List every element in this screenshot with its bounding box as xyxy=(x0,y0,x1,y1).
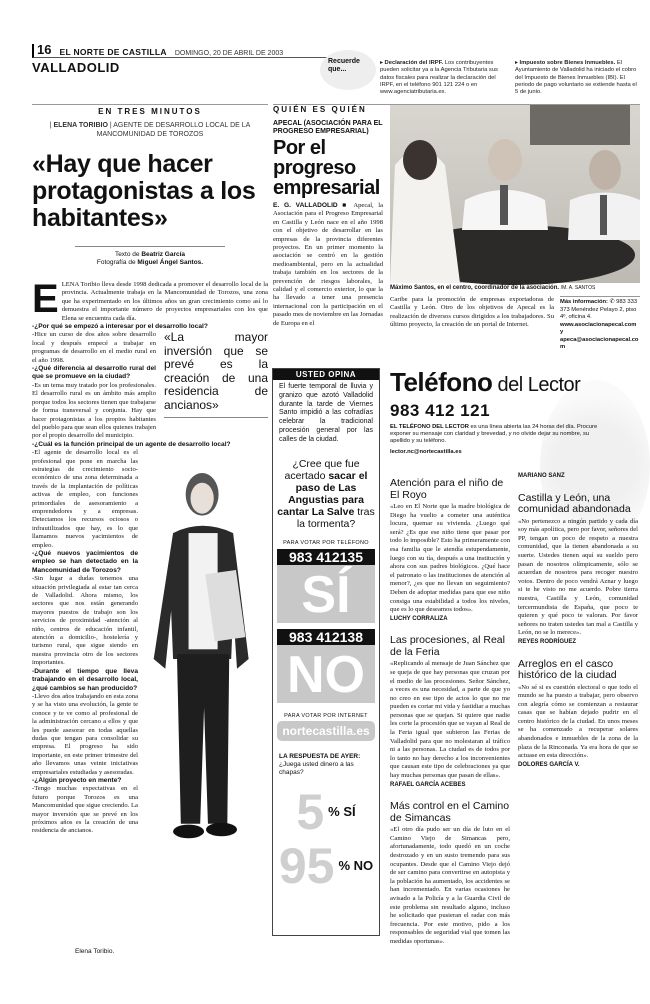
phone-vote-label: PARA VOTAR POR TELÉFONO xyxy=(283,539,369,546)
more-info-address: Menéndez Pelayo 2, piso 4º, oficina 4. xyxy=(560,306,637,320)
letter-title: Atención para el niño de El Royo xyxy=(390,477,504,501)
page-header xyxy=(32,44,352,58)
question: -¿Qué nuevos yacimientos de empleo se han detectado en la Mancomunidad de Torozos? xyxy=(32,550,138,574)
more-info-phone: 983 333 373 xyxy=(560,299,638,313)
more-info-web[interactable]: www.asociacionapecal.com y xyxy=(560,321,637,335)
title-rest: del Lector xyxy=(492,374,581,396)
intro-paragraph: LENA Toribio lleva desde 1998 dedicada a promover el desarrollo local de la provincia. Actualmente trabaja en la Mancomunidad de Torozos, una zona que ha experimentado en los últimos años un gran crecimiento como así lo demuestra el importante número de proyectos empresariales con los que Elena se encuentra cada día. xyxy=(61,281,268,322)
result-value: 95 xyxy=(278,837,335,894)
result-no xyxy=(273,839,379,893)
profile-kicker: QUIÉN ES QUIÉN xyxy=(273,105,367,114)
letter-author: RAFAEL GARCÍA ACEBES xyxy=(390,781,466,788)
profile-text-col xyxy=(390,296,554,330)
reminder-bubble: Recuerde que... xyxy=(320,50,376,90)
answer: -El agente de desarrollo local es el profesional que pone en marcha las estrategias de crecimiento socio-económico de una zona determinada a través de la implantación de políticas activas de empleo, con funciones primordiales de asesoramiento a emprendedores y a empresas. Detectamos los recursos ociosos o infrautilizados que hay, es lo que llamamos nuevos yacimientos de empleo. xyxy=(32,449,138,549)
note-title: Impuesto sobre Bienes Inmuebles. xyxy=(519,60,616,66)
credit-label: Texto de xyxy=(114,251,140,258)
yes-phone[interactable]: 983 412135 xyxy=(277,549,375,565)
question: -Durante el tiempo que lleva trabajando en el desarrollo local, ¿qué cambios se han producido? xyxy=(32,667,138,692)
drop-cap: E xyxy=(32,277,59,321)
pull-quote: «La mayor inversión que se prevé es la creación de una residencia de ancianos» xyxy=(164,331,268,418)
no-option[interactable]: NO xyxy=(277,645,375,703)
result-label: % SÍ xyxy=(328,804,356,820)
credits xyxy=(75,246,225,267)
answer: -Hice un curso de dos años sobre desarrollo local y después empecé a trabajar en programas de desarrollo en el medio rural en el año 1998. xyxy=(32,331,156,364)
interview-kicker: EN TRES MINUTOS xyxy=(98,107,202,116)
reader-phone-line xyxy=(390,368,640,455)
profile-text-continued: Caribe para la promoción de empresas exportadoras de Castilla y León. Otro de los objetivos de Apecal es la realización de diversos cursos dirigidos a los trabajadores. Su último proyecto, la xyxy=(390,296,554,329)
yes-option[interactable]: SÍ xyxy=(277,565,375,623)
question-part: sacar el paso de Las Angustias para cantar La Salve xyxy=(277,469,368,518)
letter-text: «El otro día pudo ser un día de luto en el Camino Viejo de Simancas pero, afortunadamente, todo quedó en un coche destrozado y en un susto tremendo para sus ocupantes. Desde que el Camino Viejo dejó de ser camino para convertirse en autopista y la población ha aumentado, los accidentes se han incrementado. En varias ocasiones he avisado a la Policía y a la Guardia Civil de este problema sin resultado alguno, incluso he solicitado que pusieran el radar con más frecuencia. Por este motivo, pido a los responsables de seguridad vial que tomen las medidas oportunas». xyxy=(390,826,510,945)
profile-byline: E. G. VALLADOLID xyxy=(273,202,338,209)
photo-credit: /M. A. SANTOS xyxy=(560,285,596,291)
phone-line-email[interactable]: lector.nc@nortecastilla.es xyxy=(390,448,462,455)
newspaper-name: EL NORTE DE CASTILLA xyxy=(59,47,167,57)
photo-caption xyxy=(390,285,640,291)
letters-column xyxy=(518,472,638,781)
answer: -Tengo muchas expectativas en el futuro porque Torozos es una Mancomunidad que sigue creciendo. La mayor inversión que se prevé en los próximos años es la creación de una residencia de ancianos. xyxy=(32,785,138,835)
letter-text: «No sé si es cuestión electoral o que todo el mundo se ha puesto a trabajar, pero observo con alegría cómo se comienzan a restaurar casas que se habían dejado pudrir en el centro histórico de la ciudad. En unos meses se ha comenzado a recuperar solares abandonados e inmuebles de la zona de la plaza de la Rinconada. Ya era hora de que se actuase en esta dirección». xyxy=(518,683,638,760)
interviewee-byline: | ELENA TORIBIO | AGENTE DE DESARROLLO LOCAL DE LA MANCOMUNIDAD DE TOROZOS xyxy=(49,122,251,138)
question: -¿Qué diferencia al desarrollo rural del que se promueve en la ciudad? xyxy=(32,365,156,381)
more-info-email[interactable]: apeca@asociacionapecal.com xyxy=(560,336,639,350)
profile-text: Apecal, la Asociación para el Progreso Empresarial en Castilla y León nace en el año 1998 con el objetivo de desarrollar en las empresas de la provincia diferentes proyectos. En un primer momento la asociación se centró en la gestión medioambiental, pero en la actualidad trabaja también en los sectores de la prevención de riesgos laborales, la calidad y el comercio exterior, lo que la ha llevado a tener una presencia internacional con la participación en el pasado mes de noviembre en las Jornadas de Europa en el xyxy=(273,202,383,327)
interview-body xyxy=(32,277,268,859)
letter-text: «No pertenezco a ningún partido y cada día soy más apolítica, pero por favor, señores del PP, tengan un poco de respeto a nuestra comunidad, que la tienen abandonada a su suerte. Ustedes tienen aquí su sueldo pero pasan de nosotros olímpicamente, sólo se acuerdan de nosotros para recoger nuestro votos. Dentro de poco vendrá Aznar y luego si te he visto no me acuerdo. Pobre tierra nuestra, Castilla y León, comunidad tercermundista de España, que poco te quieren y qué poco te valoran. Por favor señores no traten ustedes tan mal a Castilla y León, no se lo merece». xyxy=(518,517,638,637)
profile-headline: Por el progreso empresarial xyxy=(273,137,380,199)
interviewee-role: AGENTE DE DESARROLLO LOCAL DE LA MANCOMUNIDAD DE TOROZOS xyxy=(96,122,251,138)
reminder-note: ▸ Impuesto sobre Bienes Inmuebles. El Ayuntamiento de Valladolid ha iniciado el cobro del Impuesto de Bienes Inmuebles (IBI). El periodo de pago voluntario se extiende hasta el 5 de junio. xyxy=(515,60,637,96)
page-number: 16 xyxy=(37,42,52,57)
yesterday-label: LA RESPUESTA DE AYER: xyxy=(279,752,361,760)
web-vote-label: PARA VOTAR POR INTERNET xyxy=(284,712,368,719)
poll-question xyxy=(273,458,379,530)
interview-headline: «Hay que hacer protagonistas a los habitantes» xyxy=(32,150,256,232)
note-text: Los contribuyentes pueden solicitar ya a la Agencia Tributaria sus datos fiscales para realizar la declaración del IRPF, en el teléfono 901 121 224 o en www.agenciatributaria.es. xyxy=(380,60,498,96)
result-label: % NO xyxy=(338,858,374,874)
note-text: El Ayuntamiento de Valladolid ha iniciado el cobro del Impuesto de Bienes Inmuebles (IBI). El periodo de pago voluntario se extiende hasta el 5 de junio. xyxy=(515,60,637,96)
phone-line-desc xyxy=(390,424,600,446)
note-title: Declaración del IRPF. xyxy=(384,60,444,66)
no-phone[interactable]: 983 412138 xyxy=(277,629,375,645)
yesterday-question: ¿Juega usted dinero a las chapas? xyxy=(279,760,354,776)
result-value: 5 xyxy=(296,783,325,840)
caption-text: Máximo Santos, en el centro, coordinador de la asociación. xyxy=(390,285,560,291)
poll-intro: El fuerte temporal de lluvia y granizo que azotó Valladolid durante la tarde de Viernes Santo impidió a las cofradías celebrar la tradicional procesión general por las calles de la ciudad. xyxy=(279,383,373,443)
letter-text: «Leo en El Norte que la madre biológica de Diego ha vuelto a cometer una auténtica locura, quemar su vivienda. ¿Luego qué será? ¿Es que ese niño tiene que pasar por todo lo imposible? Esto ha primeramente con esa familia que le atendía estupendamente, luego con su tía, después a una institución y ahora con sus padres biológicos. ¿Qué hace el patronato o las instituciones de atención al menor?, ¿es que no llevan un seguimiento? Deben de adoptar medidas para que ese niño consiga una estabilidad a todos los niveles, que es lo que deseamos todos». xyxy=(390,503,510,614)
profile-body: E. G. VALLADOLID ■ Apecal, la Asociación para el Progreso Empresarial en Castilla y León nace en el año 1998 con el objetivo de desarrollar en las empresas de la provincia diferentes proyectos. En un primer momento la asociación se centró en la gestión medioambiental, pero en la actualidad trabaja también en los sectores de la prevención de riesgos laborales, la calidad y el comercio exterior, lo que la ha llevado a tener una presencia internacional con la participación en el pasado mes de noviembre en las Jornadas de Europa en el xyxy=(273,202,383,327)
answer: -Sin lugar a dudas tenemos una situación privilegiada al estar tan cerca de Valladolid. Ahora mismo, los sectores que nos están generando mayores puestos de trabajo son los servicios de proximidad -atención al niño, centros de educación infantil, atención a domicilio-, hostelería y turismo rural, que sigue siendo en nuestra provincia otro de los sectores importantes. xyxy=(32,575,138,667)
photo-caption: Elena Toribio. xyxy=(75,948,115,955)
title-bold: Teléfono xyxy=(390,367,493,397)
interviewee-name: ELENA TORIBIO xyxy=(53,122,108,129)
profile-subhead: APECAL (ASOCIACIÓN PARA EL PROGRESO EMPRESARIAL) xyxy=(273,120,383,135)
yesterday-result xyxy=(273,753,379,777)
letter-title: Castilla y León, una comunidad abandonada xyxy=(518,491,631,516)
question: -¿Cuál es la función principal de un agente de desarrollo local? xyxy=(32,440,231,448)
result-yes xyxy=(273,785,379,839)
more-info: Más información: ✆ 983 333 373 Menéndez Pelayo 2, piso 4º, oficina 4. www.asociacionapecal.com y apeca@asociacionapecal.com xyxy=(560,296,640,352)
letter-title: Las procesiones, al Real de la Feria xyxy=(390,634,505,658)
profile-article xyxy=(273,105,383,328)
letters-column xyxy=(390,477,510,945)
phone-line-title xyxy=(390,368,640,399)
question: -¿Algún proyecto en mente? xyxy=(32,776,122,784)
profile-text-end: creación de un portal de Internet. xyxy=(441,321,529,329)
section-title: VALLADOLID xyxy=(32,60,120,75)
letter-author: DOLORES GARCÍA V. xyxy=(518,761,580,768)
credit-photographer: Miguel Ángel Santos. xyxy=(137,259,204,266)
reminder-note: ▸ Declaración del IRPF. Los contribuyentes pueden solicitar ya a la Agencia Tributaria sus datos fiscales para realizar la declaración del IRPF, en el teléfono 901 121 224 o en www.agenciatributaria.es. xyxy=(380,60,498,96)
reader-poll xyxy=(272,368,380,936)
question: -¿Por qué se empezó a interesar por el desarrollo local? xyxy=(32,323,208,331)
interview-header xyxy=(32,105,268,267)
letter-title: Más control en el Camino de Simancas xyxy=(390,800,510,824)
desc-bold: EL TELÉFONO DEL LECTOR xyxy=(390,424,469,430)
credit-photo-label: Fotografía de xyxy=(96,259,136,266)
answer: -Llevo dos años trabajando en esta zona y se ha visto una evolución, la gente te conoce y te ve como al profesional de la administración cercano a ellos y que les puede asesorar en todas aquellas dudas que tengan para consolidar su empresa. El progreso ha sido importante, en este primer trimestre del año llevamos unas veinte iniciativas empresariales estudiadas y asesoradas. xyxy=(32,692,138,776)
credit-author: Beatriz García xyxy=(141,251,186,258)
poll-title: USTED OPINA xyxy=(273,369,379,380)
letter-author: LUCHY CORRALIZA xyxy=(390,615,448,622)
desc-text: es una línea abierta las 24 horas del día. Procure exponer su mensaje con claridad y brevedad, y no olvide dejar su nombre, su apellido y su teléfono. xyxy=(390,424,598,445)
group-photo xyxy=(390,105,640,283)
letter-author: REYES RODRÍGUEZ xyxy=(518,638,577,645)
letter-author: MARIANO SANZ xyxy=(518,473,565,479)
interviewee-photo xyxy=(144,459,268,859)
issue-date: DOMINGO, 20 DE ABRIL DE 2003 xyxy=(174,50,284,57)
letter-text: «Replicando al mensaje de Juan Sánchez que se queja de que hay personas que cruzan por el medio de las procesiones. Señor Sánchez, a veces es una necesidad, a parte de que yo no creo en ese tipo de actos lo que no me pueden es cortar mi vida y fastidiar a muchas personas que se quejan. Si quiere que nadie les corte la procesión que se vayan al Real de la Feria igual que subieron las Ferias de Valladolid para que no molestaran al tráfico ni a las personas. La ciudad es de todos por lo tanto no hay derecho a los inconvenientes que causan este tipo de celebraciones ya que hay muchas personas que pasan de ellas». xyxy=(390,660,510,780)
answer: -Es un tema muy tratado por los profesionales. El desarrollo rural es un ámbito más amplio porque todos los sectores tienen que trabajarse de forma transversal y conjunta. Hay que hacer protagonistas a los propios habitantes del pueblo para que sean ellos quienes trabajen por el propio desarrollo del municipio. xyxy=(32,381,156,440)
more-info-label: Más información: xyxy=(560,299,608,305)
web-vote-link[interactable]: nortecastilla.es xyxy=(277,721,375,741)
letter-title: Arreglos en el casco histórico de la ciudad xyxy=(518,657,617,681)
question-part: tras la tormenta? xyxy=(296,505,375,530)
phone-line-number[interactable]: 983 412 121 xyxy=(390,401,491,420)
question-part: ¿Cree que fue acertado xyxy=(284,457,360,482)
